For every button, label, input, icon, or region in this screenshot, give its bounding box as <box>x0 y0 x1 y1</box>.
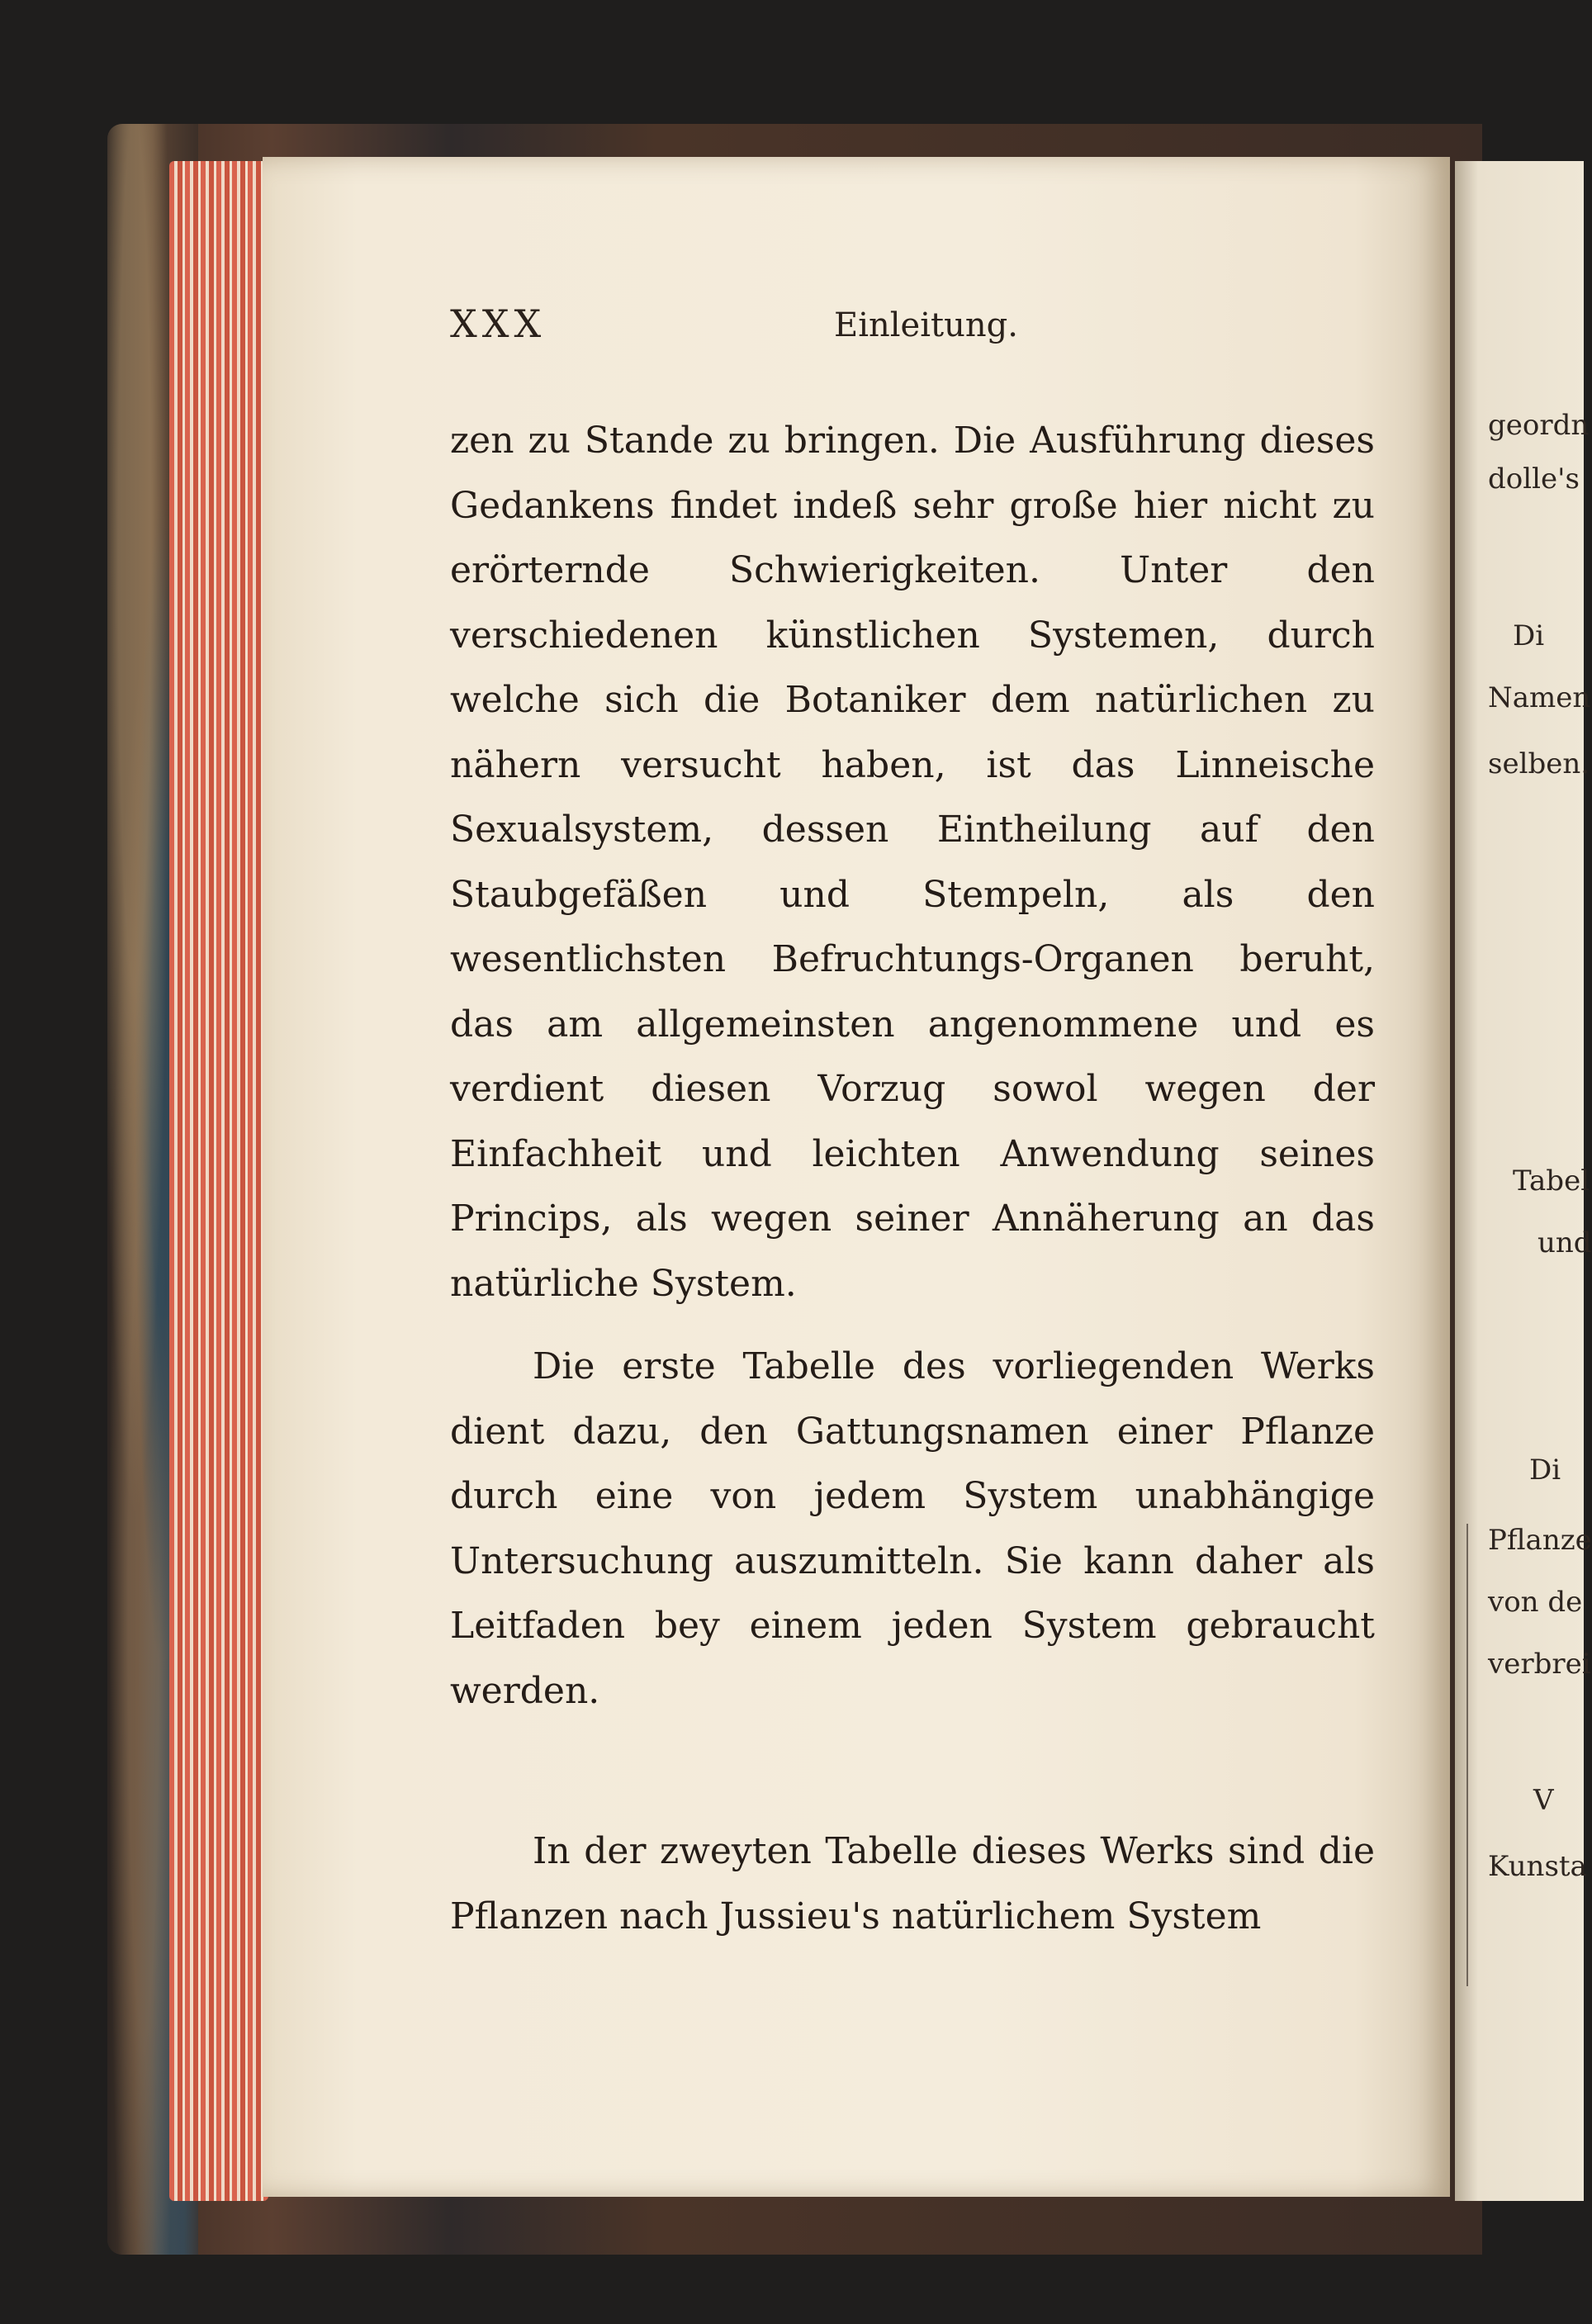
facing-page-fragment: Di <box>1529 1454 1561 1487</box>
facing-page-fragment: Pflanze <box>1488 1524 1592 1557</box>
facing-page-edge <box>1455 161 1592 2201</box>
paragraph-text: zen zu Stande zu bringen. Die Ausführung dieses Gedankens findet indeß sehr große hier nicht zu erörternde Schwierigkeiten. Unter den verschiedenen künstlichen Systemen, durch welche sich die Botaniker dem natürlichen zu nähern versucht haben, ist das Linneische Sexualsystem, dessen Eintheilung auf den Staubgefäßen und Stempeln, als den wesentlichsten Befruchtungs-Organen beruht, das am allgemeinsten angenommene und es verdient diesen Vorzug sowol wegen der Einfachheit und leichten Anwendung seines Princips, als wegen seiner Annäherung an das natürliche System. <box>450 420 1375 1305</box>
paragraph-2 <box>450 1335 1375 1724</box>
page-header <box>450 301 1391 351</box>
facing-page-fragment: Namen <box>1488 681 1591 714</box>
running-title: Einleitung. <box>834 306 1018 344</box>
paragraph-3 <box>450 1819 1375 1949</box>
facing-page-fragment: und <box>1538 1226 1592 1259</box>
facing-page-rule <box>1466 1524 1468 1986</box>
facing-page-fragment: geordn <box>1488 409 1590 442</box>
facing-page-fragment: Kunsta <box>1488 1850 1587 1883</box>
facing-page-fragment: verbrei <box>1488 1648 1591 1681</box>
facing-page-fragment: selben. <box>1488 747 1590 780</box>
facing-page-fragment: von de <box>1488 1586 1583 1619</box>
facing-page-fragment: V <box>1533 1784 1554 1817</box>
paragraph-text: Die erste Tabelle des vorliegenden Werks dient dazu, den Gattungsnamen einer Pflanze durch eine von jedem System unabhängige Untersuchung auszumitteln. Sie kann daher als Leitfaden bey einem jeden System gebraucht werden. <box>450 1345 1375 1712</box>
red-page-edges <box>169 161 268 2201</box>
facing-page-fragment: Tabel <box>1513 1164 1590 1198</box>
paragraph-text: In der zweyten Tabelle dieses Werks sind die Pflanzen nach Jussieu's natürlichem System <box>450 1830 1375 1937</box>
facing-page-fragment: dolle's <box>1488 462 1580 496</box>
page-number: XXX <box>450 301 547 346</box>
facing-page-fragment: Di <box>1513 619 1545 652</box>
paragraph-1 <box>450 409 1375 1316</box>
